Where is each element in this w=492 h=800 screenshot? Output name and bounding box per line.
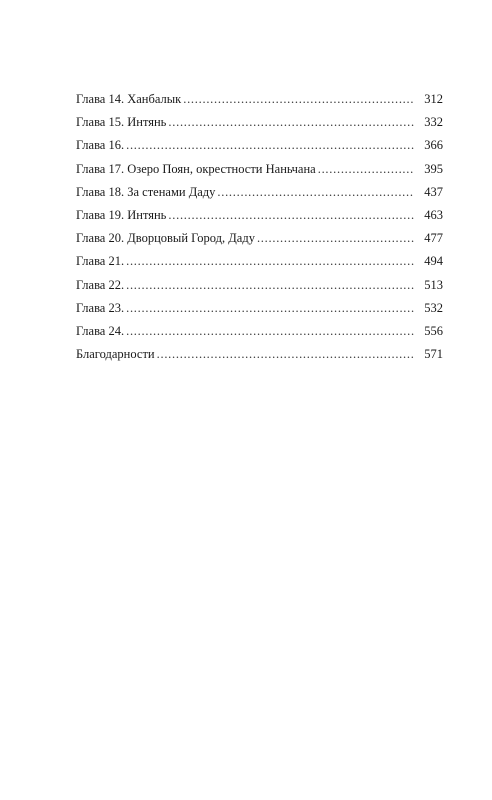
toc-leader-dots bbox=[217, 181, 414, 204]
toc-entry bbox=[76, 204, 443, 227]
toc-leader-dots bbox=[126, 297, 414, 320]
toc-leader-dots bbox=[257, 227, 414, 250]
toc-entry-title: Глава 15. Интянь bbox=[76, 115, 167, 130]
toc-entry-title: Глава 20. Дворцовый Город, Даду bbox=[76, 231, 255, 246]
toc-leader-dots bbox=[126, 134, 414, 157]
toc-entry-title: Глава 24. bbox=[76, 323, 125, 338]
toc-entry-page: 494 bbox=[424, 254, 443, 269]
toc-entry bbox=[76, 88, 443, 111]
toc-entry-page: 437 bbox=[424, 184, 443, 199]
toc-entry bbox=[76, 297, 443, 320]
toc-entry-title: Глава 21. bbox=[76, 254, 125, 269]
toc-leader-dots bbox=[126, 274, 414, 297]
toc-entry-page: 477 bbox=[424, 231, 443, 246]
toc-entry-page: 556 bbox=[424, 323, 443, 338]
toc-entry bbox=[76, 181, 443, 204]
toc-entry-title: Глава 23. bbox=[76, 300, 125, 315]
toc-entry bbox=[76, 134, 443, 157]
toc-entry-page: 463 bbox=[424, 207, 443, 222]
toc-leader-dots bbox=[168, 204, 414, 227]
toc-entry-title: Глава 19. Интянь bbox=[76, 207, 167, 222]
toc-entry-page: 571 bbox=[424, 347, 443, 362]
toc-leader-dots bbox=[157, 343, 414, 366]
toc-leader-dots bbox=[126, 320, 414, 343]
toc-entry bbox=[76, 158, 443, 181]
toc-entry bbox=[76, 343, 443, 366]
toc-entry-title: Благодарности bbox=[76, 347, 155, 362]
toc-leader-dots bbox=[126, 250, 414, 273]
toc-entry-title: Глава 16. bbox=[76, 138, 125, 153]
toc-entry-title: Глава 22. bbox=[76, 277, 125, 292]
toc-leader-dots bbox=[318, 158, 414, 181]
toc-entry-title: Глава 14. Ханбалык bbox=[76, 92, 182, 106]
toc-entry-title: Глава 17. Озеро Поян, окрестности Наньчана bbox=[76, 161, 316, 176]
toc-entry-page: 366 bbox=[424, 138, 443, 153]
toc-entry bbox=[76, 250, 443, 273]
toc-leader-dots bbox=[183, 88, 414, 111]
toc-entry-page: 332 bbox=[424, 115, 443, 130]
toc-entry bbox=[76, 274, 443, 297]
toc-entry-page: 513 bbox=[424, 277, 443, 292]
toc-leader-dots bbox=[168, 111, 414, 134]
toc-entry-page: 532 bbox=[424, 300, 443, 315]
toc-entry-page: 312 bbox=[424, 92, 443, 106]
toc-entry bbox=[76, 111, 443, 134]
toc-entry bbox=[76, 320, 443, 343]
table-of-contents bbox=[76, 88, 443, 366]
toc-entry bbox=[76, 227, 443, 250]
toc-entry-title: Глава 18. За стенами Даду bbox=[76, 184, 216, 199]
toc-entry-page: 395 bbox=[424, 161, 443, 176]
